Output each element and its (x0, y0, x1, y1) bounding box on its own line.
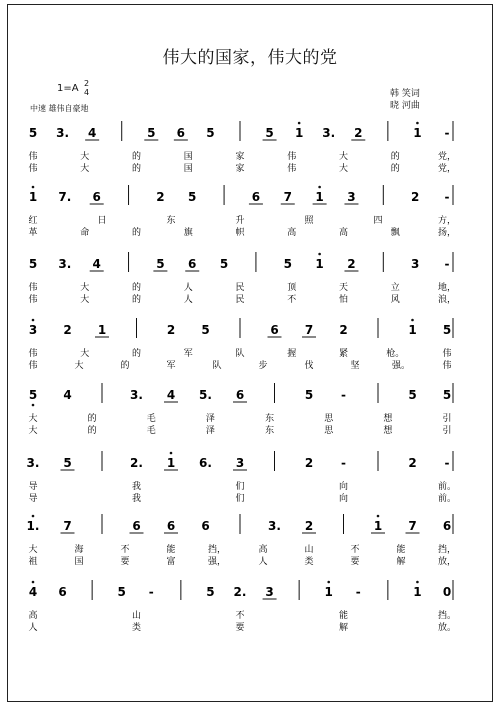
lyric-verse-2: 伟 (28, 295, 38, 305)
note: 2. (233, 585, 247, 599)
note: - (341, 456, 346, 470)
lyric-verse-1: 的 (131, 152, 142, 162)
note: 2 (166, 323, 176, 337)
note: 5 (408, 388, 417, 402)
note: 5 (442, 323, 452, 337)
lyric-verse-2: 伐 (304, 361, 314, 371)
high-octave-dot (327, 581, 330, 584)
lyric-verse-2: 家 (235, 164, 245, 174)
note: 2 (347, 257, 356, 271)
note: - (444, 257, 450, 271)
note: 5 (219, 257, 229, 271)
note: 1 (166, 456, 176, 470)
lyric-verse-2: 向 (338, 494, 349, 504)
high-octave-dot (318, 253, 321, 256)
note: 7 (408, 519, 417, 533)
lyric-verse-2: 大 (28, 426, 38, 436)
note: 1 (408, 323, 417, 337)
lyric-verse-2: 前。 (437, 494, 457, 504)
note: 5 (265, 126, 274, 140)
note: 6 (270, 323, 279, 337)
lyric-verse-1: 山 (304, 545, 314, 555)
note: 6 (188, 257, 197, 271)
note: 6 (235, 388, 245, 402)
lyric-verse-1: 大 (80, 349, 90, 359)
lyric-verse-2: 人 (258, 557, 268, 567)
time-signature-top: 2 (84, 79, 90, 88)
note: 5. (199, 388, 212, 402)
lyric-verse-2: 的 (120, 361, 130, 371)
lyric-verse-2: 导 (28, 494, 38, 504)
note: 6 (251, 190, 261, 204)
lyric-verse-1: 的 (390, 152, 400, 162)
note: 2 (410, 190, 420, 204)
high-octave-dot (32, 319, 35, 322)
lyric-verse-2: 民 (235, 295, 245, 305)
note: 5 (28, 257, 38, 271)
note: 5 (206, 585, 215, 599)
lyric-verse-1: 挡。 (437, 611, 457, 621)
lyric-verse-1: 东 (265, 414, 275, 424)
lyric-verse-2: 思 (324, 426, 334, 436)
note: 1 (315, 257, 324, 271)
lyric-verse-1: 方， (437, 216, 457, 226)
note: 5 (63, 456, 72, 470)
lyric-verse-2: 要 (350, 557, 360, 567)
lyric-verse-2: 伟 (442, 361, 452, 371)
lyric-verse-1: 大 (28, 545, 38, 555)
note: 1 (413, 126, 422, 140)
lyric-verse-1: 的 (131, 283, 142, 293)
lyric-verse-1: 的 (87, 414, 97, 424)
key-signature: 1=A (57, 83, 79, 94)
note: 3. (56, 126, 70, 140)
lyric-verse-1: 人 (183, 283, 193, 293)
note: 6 (442, 519, 452, 533)
lyric-verse-2: 飘 (390, 228, 400, 238)
lyric-verse-2: 引 (442, 426, 452, 436)
lyric-verse-2: 的 (131, 295, 142, 305)
lyric-verse-1: 不 (235, 611, 245, 621)
lyric-verse-2: 泽 (205, 426, 215, 436)
lyric-verse-1: 天 (338, 283, 349, 293)
lyric-verse-2: 旗 (183, 228, 193, 238)
lyric-verse-2: 的 (131, 228, 142, 238)
note: 1 (97, 323, 107, 337)
lyric-verse-2: 的 (131, 164, 142, 174)
note: 3 (265, 585, 274, 599)
note: 3. (26, 456, 40, 470)
lyric-verse-1: 引 (442, 414, 452, 424)
lyric-verse-1: 大 (80, 283, 90, 293)
note: 3 (28, 323, 38, 337)
note: 4 (28, 585, 38, 599)
note: 2 (339, 323, 348, 337)
note: 5 (442, 388, 452, 402)
lyric-verse-1: 家 (235, 152, 245, 162)
lyric-verse-2: 我 (131, 494, 142, 504)
note: 6 (201, 519, 210, 533)
lyric-verse-2: 解 (396, 557, 406, 567)
lyric-verse-1: 想 (383, 414, 393, 424)
high-octave-dot (32, 581, 35, 584)
lyric-verse-2: 革 (28, 228, 38, 238)
note: 5 (28, 126, 38, 140)
lyric-verse-2: 要 (235, 623, 245, 633)
note: 2. (130, 456, 143, 470)
lyric-verse-1: 党， (437, 152, 457, 162)
lyric-verse-1: 枪。 (386, 349, 405, 359)
note: - (341, 388, 346, 402)
high-octave-dot (298, 122, 301, 125)
high-octave-dot (32, 186, 35, 189)
lyric-verse-2: 扬， (437, 228, 457, 238)
note: 4 (63, 388, 72, 402)
note: 6 (176, 126, 186, 140)
lyric-verse-1: 立 (390, 283, 400, 293)
lyric-verse-1: 军 (183, 349, 193, 359)
note: 5 (188, 190, 197, 204)
lyric-verse-1: 紧 (338, 349, 349, 359)
lyric-verse-1: 不 (350, 545, 360, 555)
lyric-verse-1: 四 (373, 216, 383, 226)
high-octave-dot (318, 186, 321, 189)
lyric-verse-1: 山 (131, 611, 142, 621)
note: 2 (408, 456, 417, 470)
note: 4 (87, 126, 97, 140)
lyric-verse-2: 祖 (28, 557, 38, 567)
lyric-verse-1: 红 (28, 216, 38, 226)
note: - (148, 585, 154, 599)
lyric-verse-2: 党， (437, 164, 457, 174)
high-octave-dot (377, 515, 380, 518)
note: 1 (373, 519, 383, 533)
lyric-verse-2: 要 (120, 557, 130, 567)
lyric-verse-1: 伟 (442, 349, 452, 359)
note: 3 (235, 456, 245, 470)
note: 3. (268, 519, 281, 533)
lyric-verse-1: 我 (131, 482, 142, 492)
note: 2 (354, 126, 363, 140)
lyric-verse-2: 人 (28, 623, 38, 633)
lyric-verse-2: 高 (338, 228, 349, 238)
note: 5 (156, 257, 165, 271)
lyric-verse-1: 伟 (28, 152, 38, 162)
lyric-verse-2: 国 (74, 557, 84, 567)
lyric-verse-2: 强， (207, 557, 227, 567)
tempo-marking: 中速 雄伟自豪地 (30, 104, 89, 113)
lyric-verse-2: 解 (338, 623, 349, 633)
lyric-verse-1: 高 (28, 611, 38, 621)
lyric-verse-2: 的 (87, 426, 97, 436)
high-octave-dot (170, 452, 173, 455)
note: 2 (63, 323, 72, 337)
lyric-verse-2: 浪， (437, 295, 457, 305)
lyric-verse-1: 海 (74, 545, 84, 555)
high-octave-dot (32, 515, 35, 518)
lyric-verse-2: 们 (235, 494, 245, 504)
lyric-verse-2: 高 (287, 228, 297, 238)
note: 5 (117, 585, 126, 599)
note: 3. (130, 388, 143, 402)
note: 3 (410, 257, 420, 271)
lyric-verse-2: 风 (390, 295, 400, 305)
lyric-verse-2: 大 (338, 164, 349, 174)
note: 3. (322, 126, 336, 140)
note: 7 (63, 519, 72, 533)
note: 6 (132, 519, 141, 533)
note: 4 (166, 388, 176, 402)
note: 5 (201, 323, 210, 337)
lyric-verse-2: 伟 (28, 164, 38, 174)
lyric-verse-1: 升 (235, 216, 245, 226)
note: 5 (206, 126, 215, 140)
lyric-verse-1: 高 (258, 545, 268, 555)
note: 5 (304, 388, 314, 402)
high-octave-dot (416, 581, 419, 584)
lyric-verse-1: 毛 (146, 414, 156, 424)
lyric-verse-2: 坚 (350, 361, 360, 371)
note: 2 (304, 519, 314, 533)
lyric-verse-2: 伟 (28, 361, 38, 371)
lyric-verse-1: 不 (120, 545, 130, 555)
lyric-verse-1: 民 (235, 283, 245, 293)
note: 7 (304, 323, 314, 337)
lyric-verse-2: 帜 (235, 228, 245, 238)
lyric-verse-2: 东 (265, 426, 275, 436)
note: 5 (28, 388, 38, 402)
lyric-verse-2: 富 (166, 557, 176, 567)
lyric-verse-2: 强。 (391, 361, 411, 371)
lyric-verse-2: 怕 (338, 295, 349, 305)
song-title: 伟大的国家，伟大的党 (162, 48, 338, 68)
note: 3 (347, 190, 356, 204)
lyric-verse-1: 泽 (205, 414, 215, 424)
lyric-verse-2: 伟 (287, 164, 297, 174)
lyric-verse-1: 大 (80, 152, 90, 162)
lyric-verse-1: 前。 (437, 482, 457, 492)
lyric-verse-1: 向 (338, 482, 349, 492)
lyric-verse-1: 队 (235, 349, 245, 359)
lyric-verse-2: 军 (166, 361, 176, 371)
note: 1 (324, 585, 333, 599)
note: 0 (442, 585, 452, 599)
lyric-verse-2: 大 (80, 295, 90, 305)
lyric-verse-2: 国 (183, 164, 193, 174)
note: 5 (283, 257, 292, 271)
lyric-verse-1: 伟 (287, 152, 297, 162)
note: 6 (92, 190, 101, 204)
lyric-verse-2: 放， (437, 557, 457, 567)
note: 4 (92, 257, 101, 271)
lyric-verse-2: 毛 (146, 426, 156, 436)
lyric-verse-2: 类 (304, 557, 314, 567)
note: 2 (304, 456, 314, 470)
note: 1 (28, 190, 38, 204)
lyric-verse-1: 握 (287, 349, 297, 359)
note: 1 (294, 126, 304, 140)
lyric-verse-2: 放。 (437, 623, 457, 633)
lyric-verse-1: 能 (396, 545, 406, 555)
lyric-verse-2: 大 (80, 164, 90, 174)
lyric-verse-1: 挡， (437, 545, 457, 555)
lyric-verse-2: 队 (212, 361, 222, 371)
composer-credit: 晓 河曲 (390, 101, 420, 111)
note: 6 (58, 585, 67, 599)
note: 6 (166, 519, 176, 533)
lyric-verse-1: 日 (97, 216, 107, 226)
lyric-verse-2: 大 (74, 361, 84, 371)
lyric-verse-2: 类 (131, 623, 142, 633)
lyric-verse-1: 思 (324, 414, 334, 424)
note: 3. (58, 257, 72, 271)
lyric-verse-1: 能 (338, 611, 349, 621)
note: - (444, 190, 450, 204)
lyricist-credit: 韩 笑词 (390, 89, 420, 99)
note: 5 (147, 126, 156, 140)
low-octave-dot (32, 404, 35, 407)
lyric-verse-1: 挡， (207, 545, 227, 555)
lyric-verse-1: 伟 (28, 283, 38, 293)
lyric-verse-1: 照 (304, 216, 314, 226)
note: - (444, 126, 450, 140)
high-octave-dot (416, 122, 419, 125)
note: 1 (315, 190, 324, 204)
lyric-verse-1: 大 (338, 152, 349, 162)
lyric-verse-2: 人 (183, 295, 193, 305)
lyric-verse-1: 大 (28, 414, 38, 424)
lyric-verse-2: 的 (390, 164, 400, 174)
note: - (355, 585, 361, 599)
note: 1 (413, 585, 422, 599)
lyric-verse-1: 伟 (28, 349, 38, 359)
note: 6. (199, 456, 212, 470)
high-octave-dot (411, 319, 414, 322)
note: - (444, 456, 450, 470)
note: 7 (283, 190, 292, 204)
lyric-verse-1: 们 (235, 482, 245, 492)
lyric-verse-1: 顶 (287, 283, 297, 293)
note: 7. (58, 190, 72, 204)
lyric-verse-1: 国 (183, 152, 193, 162)
time-signature-bottom: 4 (84, 88, 90, 97)
lyric-verse-2: 步 (258, 361, 268, 371)
lyric-verse-1: 的 (131, 349, 142, 359)
note: 1. (26, 519, 40, 533)
lyric-verse-1: 地， (437, 283, 457, 293)
lyric-verse-1: 能 (166, 545, 176, 555)
lyric-verse-2: 想 (383, 426, 393, 436)
note: 2 (156, 190, 165, 204)
lyric-verse-2: 不 (287, 295, 297, 305)
lyric-verse-1: 东 (166, 216, 176, 226)
lyric-verse-1: 导 (28, 482, 38, 492)
lyric-verse-2: 命 (80, 228, 90, 238)
